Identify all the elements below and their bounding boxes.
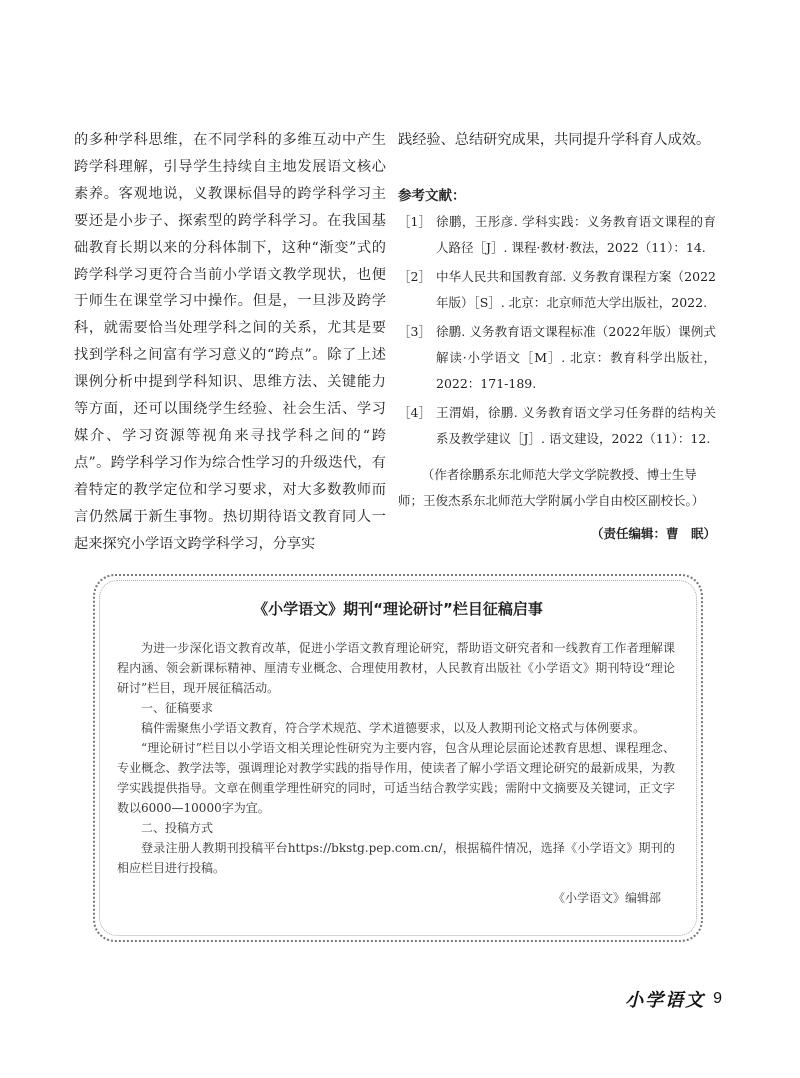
reference-text: 王渭娟，徐鹏. 义务教育语文学习任务群的结构关系及教学建议［J］. 语文建设，2022（11）：12. [436, 404, 716, 446]
page-footer [625, 986, 722, 1012]
notice-title: 《小学语文》期刊“理论研讨”栏目征稿启事 [253, 600, 543, 618]
reference-item [398, 319, 716, 397]
reference-item [398, 209, 716, 261]
notice-body [117, 638, 675, 878]
notice-section-heading: 二、投稿方式 [141, 821, 214, 835]
left-column-text: 的多种学科思维，在不同学科的多维互动中产生跨学科理解，引导学生持续自主地发展语文核心素养。客观地说，义教课标倡导的跨学科学习主要还是小步子、探索型的跨学科学习。在我国基础教育长期以来的分科体制下，这种“渐变”式的跨学科学习更符合当前小学语文教学现状，也便于师生在课堂学习中操作。但是，一旦涉及跨学科，就需要恰当处理学科之间的关系，尤其是要找到学科之间富有学习意义的“跨点”。除了上述课例分析中提到学科知识、思维方法、关键能力等方面，还可以围绕学生经验、社会生活、学习媒介、学习资源等视角来寻找学科之间的“跨点”。跨学科学习作为综合性学习的升级迭代，有着特定的教学定位和学习要求，对大多数教师而言仍然属于新生事物。热切期待语文教育同人一起来探究小学语文跨学科学习，分享实 [74, 132, 386, 552]
reference-text: 中华人民共和国教育部. 义务教育课程方案（2022年版）［S］. 北京：北京师范大学出版社，2022. [436, 268, 716, 310]
reference-number: ［2］ [398, 268, 431, 284]
notice-submission: 登录注册人教期刊投稿平台https://bkstg.pep.com.cn/，根据稿件情况，选择《小学语文》期刊的相应栏目进行投稿。 [117, 841, 675, 875]
notice-section-heading: 一、征稿要求 [141, 701, 214, 715]
notice-requirement: 稿件需聚焦小学语文教育，符合学术规范、学术道德要求，以及人教期刊论文格式与体例要求。 [141, 721, 646, 735]
reference-text: 徐鹏，王彤彦. 学科实践：义务教育语文课程的育人路径［J］. 课程·教材·教法，2022（11）：14. [436, 213, 716, 255]
page-number: 9 [713, 990, 722, 1007]
right-continuation-text: 践经验、总结研究成果，共同提升学科育人成效。 [398, 132, 711, 148]
reference-number: ［4］ [398, 404, 431, 420]
right-column [398, 127, 716, 544]
reference-item [398, 264, 716, 316]
author-note: （作者徐鹏系东北师范大学文学院教授、博士生导师；王俊杰系东北师范大学附属小学自由校区副校长。） [398, 466, 705, 508]
call-for-papers-box [93, 574, 703, 942]
reference-number: ［3］ [398, 323, 431, 339]
editor-credit: （责任编辑：曹 眠） [590, 525, 716, 541]
reference-item [398, 400, 716, 452]
reference-number: ［1］ [398, 213, 431, 229]
notice-requirement: “理论研讨”栏目以小学语文相关理论性研究为主要内容，包含从理论层面论述教育思想、课程理念、专业概念、教学法等，强调理论对教学实践的指导作用，使读者了解小学语文理论研究的最新成果，为教学实践提供指导。文章在侧重学理性研究的同时，可适当结合教学实践；需附中文摘要及关键词，正文字数以6000—10000字为宜。 [117, 741, 675, 815]
notice-intro: 为进一步深化语文教育改革，促进小学语文教育理论研究，帮助语文研究者和一线教育工作者理解课程内涵、领会新课标精神、厘清专业概念、合理使用教材，人民教育出版社《小学语文》期刊特设“理论研讨”栏目，现开展征稿活动。 [117, 641, 675, 695]
journal-logo: 小学语文 [625, 990, 706, 1011]
notice-signature: 《小学语文》编辑部 [552, 891, 661, 905]
references-title: 参考文献： [398, 187, 466, 204]
reference-text: 徐鹏. 义务教育语文课程标准（2022年版）课例式解读·小学语文［M］. 北京：教育科学出版社，2022：171-189. [436, 323, 716, 391]
